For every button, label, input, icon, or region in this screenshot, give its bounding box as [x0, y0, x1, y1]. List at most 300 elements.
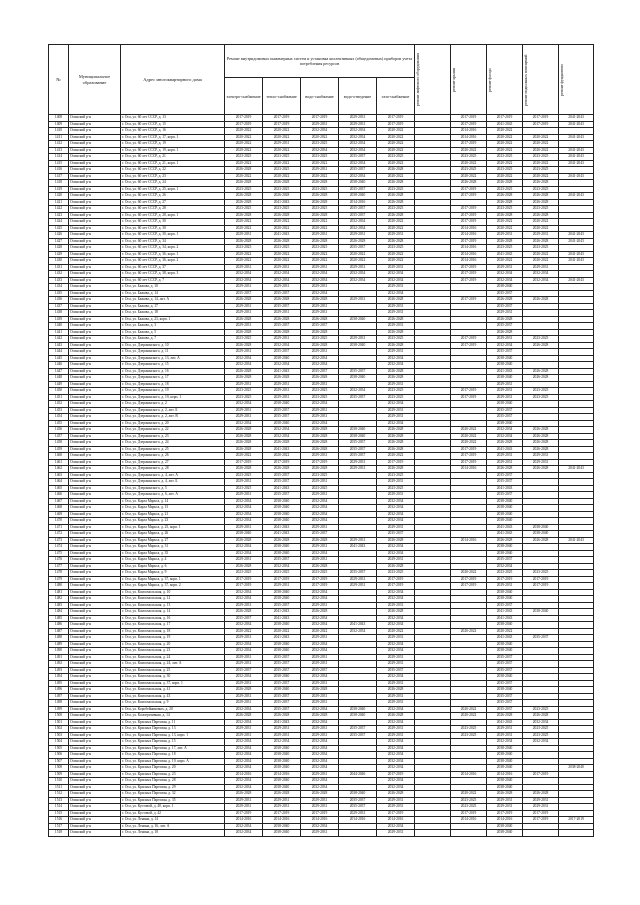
table-cell: Осинский р-н [69, 570, 121, 577]
table-cell: Осинский р-н [69, 557, 121, 564]
table-cell: 2023-2025 [225, 245, 263, 252]
table-cell: Осинский р-н [69, 674, 121, 681]
table-cell: 2017-2019 [263, 459, 301, 466]
table-cell: Осинский р-н [69, 680, 121, 687]
table-cell: 2032-2034 [225, 745, 263, 752]
table-cell: 2017-2019 [451, 810, 487, 817]
table-cell: 2017-2019 [225, 459, 263, 466]
table-cell: 2020-2022 [487, 141, 523, 148]
col-water-header: водо-снабжение [301, 78, 339, 115]
table-cell: г. Оса, ул. Карла Маркса, д. 9 [121, 570, 225, 577]
table-cell: 2017-2019 [263, 810, 301, 817]
table-cell: 2023-2025 [225, 336, 263, 343]
table-cell: 2026-2028 [487, 193, 523, 200]
table-cell: 2032-2034 [301, 511, 339, 518]
table-cell: 2029-2031 [377, 726, 415, 733]
table-row [49, 589, 594, 596]
table-cell: 2026-2028 [523, 440, 559, 447]
table-cell: 2029-2031 [487, 310, 523, 317]
table-cell: 2032-2034 [301, 277, 339, 284]
table-cell: г. Оса, ул. Бажова, д. 5 [121, 329, 225, 336]
table-cell: 2032-2034 [301, 739, 339, 746]
table-cell: Осинский р-н [69, 771, 121, 778]
table-cell: 2029-2031 [487, 453, 523, 460]
table-cell: г. Оса, ул. Дзержинского, д. 25 [121, 446, 225, 453]
table-cell: 2023-2025 [377, 570, 415, 577]
table-cell: 2023-2025 [523, 336, 559, 343]
table-cell: 2029-2031 [377, 323, 415, 330]
table-row [49, 492, 594, 499]
table-cell: 2020-2022 [451, 713, 487, 720]
table-row [49, 427, 594, 434]
table-cell: 2041-2043 [263, 531, 301, 538]
table-cell: 2029-2031 [377, 349, 415, 356]
table-cell: Осинский р-н [69, 667, 121, 674]
table-cell: 1462 [49, 466, 69, 473]
table-cell: 2029-2031 [339, 264, 377, 271]
table-cell: Осинский р-н [69, 277, 121, 284]
table-cell: 2041-2043 [263, 609, 301, 616]
table-cell: 2038-2040 [263, 355, 301, 362]
table-cell: 2026-2028 [263, 375, 301, 382]
table-cell: 2026-2028 [301, 180, 339, 187]
table-cell: г. Оса, ул. Дзержинского, д. 16 [121, 368, 225, 375]
table-cell: 2020-2022 [263, 453, 301, 460]
table-cell: 1504 [49, 739, 69, 746]
table-cell: 2023-2025 [451, 732, 487, 739]
table-cell: 1408 [49, 115, 69, 122]
table-cell: 2029-2031 [301, 524, 339, 531]
table-cell: 2017-2019 [451, 186, 487, 193]
table-cell: г. Оса, ул. Бажова, д. 10 [121, 284, 225, 291]
table-cell: 2026-2028 [377, 199, 415, 206]
table-cell: Осинский р-н [69, 713, 121, 720]
table-cell: 1456 [49, 427, 69, 434]
table-cell: 2032-2034 [301, 752, 339, 759]
table-cell: 1414 [49, 154, 69, 161]
table-cell: 2026-2028 [377, 316, 415, 323]
table-cell: 2020-2022 [263, 173, 301, 180]
table-cell: 2041-2043 [559, 232, 594, 239]
table-cell: 2017-2019 [523, 115, 559, 122]
table-cell: 2041-2043 [487, 615, 523, 622]
table-cell: г. Оса, ул. Красных Партизан, д. 23 [121, 771, 225, 778]
table-cell: Осинский р-н [69, 368, 121, 375]
table-cell: 2032-2034 [339, 173, 377, 180]
table-cell: 1513 [49, 797, 69, 804]
table-cell: 2041-2043 [559, 121, 594, 128]
table-cell: 2026-2028 [263, 180, 301, 187]
table-cell [415, 830, 451, 837]
table-cell: 2029-2031 [225, 700, 263, 707]
table-cell: 1508 [49, 765, 69, 772]
table-cell: 2029-2031 [225, 635, 263, 642]
table-cell: 2017-2019 [377, 771, 415, 778]
table-cell: 2026-2028 [523, 238, 559, 245]
table-cell: Осинский р-н [69, 238, 121, 245]
table-row [49, 654, 594, 661]
table-cell: 2023-2025 [301, 206, 339, 213]
table-cell: Осинский р-н [69, 427, 121, 434]
table-cell: 2038-2040 [263, 648, 301, 655]
table-cell: 2029-2031 [339, 537, 377, 544]
table-cell: 2026-2028 [301, 433, 339, 440]
table-cell: Осинский р-н [69, 297, 121, 304]
table-cell: 2038-2040 [339, 706, 377, 713]
table-cell: Осинский р-н [69, 147, 121, 154]
table-row [49, 719, 594, 726]
table-cell: 2032-2034 [339, 271, 377, 278]
table-cell: Осинский р-н [69, 745, 121, 752]
table-cell: 2020-2022 [225, 160, 263, 167]
table-cell: 2032-2034 [377, 706, 415, 713]
table-cell: Осинский р-н [69, 264, 121, 271]
table-cell: 2029-2031 [487, 232, 523, 239]
table-cell: 2029-2031 [377, 557, 415, 564]
table-row [49, 817, 594, 824]
table-cell: 2020-2022 [487, 134, 523, 141]
table-cell: 2032-2034 [523, 719, 559, 726]
table-cell: г. Оса, ул. Дзержинского, д. 26 [121, 453, 225, 460]
table-cell: 2026-2028 [487, 329, 523, 336]
table-cell: 1482 [49, 596, 69, 603]
table-cell: г. Оса, ул. 60 лет СССР, д. 15 [121, 121, 225, 128]
table-cell: 2026-2028 [523, 427, 559, 434]
table-cell: 1439 [49, 316, 69, 323]
table-cell: г. Оса, ул. 60 лет СССР, д. 27 [121, 199, 225, 206]
table-cell: 2032-2034 [301, 271, 339, 278]
table-cell: г. Оса, ул. Карла Маркса, д. 4 [121, 557, 225, 564]
table-row [49, 115, 594, 122]
table-cell: 2023-2025 [225, 472, 263, 479]
table-cell: 2032-2034 [377, 752, 415, 759]
table-cell: 2032-2034 [301, 648, 339, 655]
table-cell: 2026-2028 [225, 713, 263, 720]
table-cell: 2035-2037 [339, 446, 377, 453]
table-cell: 2023-2025 [523, 726, 559, 733]
table-cell: 1473 [49, 537, 69, 544]
table-cell: 2017-2019 [451, 394, 487, 401]
table-cell: 2029-2031 [263, 583, 301, 590]
table-cell: 2041-2043 [263, 615, 301, 622]
table-cell: 2020-2022 [225, 225, 263, 232]
table-cell: 2020-2022 [225, 128, 263, 135]
table-cell: 2032-2034 [263, 271, 301, 278]
table-cell: Осинский р-н [69, 284, 121, 291]
table-cell: 2032-2034 [339, 388, 377, 395]
col-heat-header: тепло-снабжение [263, 78, 301, 115]
table-cell: 2041-2043 [263, 524, 301, 531]
table-cell: 2017-2019 [451, 277, 487, 284]
table-row [49, 596, 594, 603]
table-cell: 2032-2034 [339, 134, 377, 141]
table-cell: 2041-2043 [559, 466, 594, 473]
table-cell: 2038-2040 [263, 622, 301, 629]
table-cell: 2032-2034 [339, 160, 377, 167]
table-cell: 1427 [49, 238, 69, 245]
table-cell: 2032-2034 [225, 758, 263, 765]
table-cell: 2017-2019 [301, 459, 339, 466]
table-cell: 2026-2028 [225, 199, 263, 206]
col-municipality-header: Муниципальное образование [69, 45, 121, 115]
table-cell: г. Оса, ул. Дзержинского, д. 4, лит. Б [121, 479, 225, 486]
table-cell: г. Оса, ул. Карла Маркса, д. 23 [121, 518, 225, 525]
table-cell: 2029-2031 [301, 284, 339, 291]
table-cell: 2026-2028 [377, 713, 415, 720]
table-cell: г. Оса, ул. Комсомольская, д. 25 [121, 667, 225, 674]
table-cell: 1429 [49, 251, 69, 258]
table-cell: 1516 [49, 817, 69, 824]
table-cell: 2026-2028 [225, 329, 263, 336]
table-cell: Осинский р-н [69, 472, 121, 479]
table-cell: 1423 [49, 212, 69, 219]
table-row [49, 362, 594, 369]
table-cell: 2032-2034 [301, 641, 339, 648]
table-cell: Осинский р-н [69, 459, 121, 466]
table-cell: 2032-2034 [225, 648, 263, 655]
table-cell: 1454 [49, 414, 69, 421]
table-cell: 2020-2022 [301, 219, 339, 226]
table-cell: 2020-2022 [225, 251, 263, 258]
table-cell: 2041-2043 [559, 115, 594, 122]
table-cell: 2020-2022 [487, 628, 523, 635]
table-cell: Осинский р-н [69, 355, 121, 362]
table-cell: 2023-2025 [487, 245, 523, 252]
table-cell: г. Оса, ул. Красных Партизан, д. 13 [121, 726, 225, 733]
table-cell: 2038-2040 [487, 401, 523, 408]
table-row [49, 557, 594, 564]
table-cell: 2023-2025 [263, 245, 301, 252]
table-cell: г. Оса, ул. Бажова, д. 14 [121, 290, 225, 297]
table-cell: г. Оса, ул. Дзержинского, д. 10 [121, 342, 225, 349]
table-cell: 2029-2031 [301, 407, 339, 414]
table-cell: Осинский р-н [69, 531, 121, 538]
table-cell: 2032-2034 [339, 225, 377, 232]
col-gas-header: газо-снабжение [377, 78, 415, 115]
table-cell: 2035-2037 [487, 407, 523, 414]
table-cell: 2032-2034 [377, 401, 415, 408]
table-cell: 2035-2037 [263, 700, 301, 707]
table-cell: 2029-2031 [523, 232, 559, 239]
table-row [49, 784, 594, 791]
table-cell: 2032-2034 [225, 277, 263, 284]
table-cell: 2023-2025 [451, 154, 487, 161]
table-cell: Осинский р-н [69, 388, 121, 395]
col-sewer-header: водо-отведение [339, 78, 377, 115]
table-cell: 2029-2031 [339, 466, 377, 473]
table-cell: Осинский р-н [69, 401, 121, 408]
table-cell: 2020-2022 [451, 427, 487, 434]
table-cell: 2029-2031 [263, 732, 301, 739]
table-cell: 2035-2037 [301, 531, 339, 538]
table-cell: 2032-2034 [377, 498, 415, 505]
table-cell [451, 830, 487, 837]
table-cell: г. Оса, ул. Красных Партизан, д. 20 [121, 765, 225, 772]
table-cell: г. Оса, ул. Комсомольская, д. 37, корп. 1 [121, 680, 225, 687]
table-cell: 2029-2031 [377, 602, 415, 609]
col-num-header: № [49, 45, 69, 115]
table-cell: 2032-2034 [301, 622, 339, 629]
table-cell: 2020-2022 [451, 160, 487, 167]
table-cell: 2020-2022 [301, 258, 339, 265]
table-cell: Осинский р-н [69, 342, 121, 349]
table-cell: 2038-2040 [225, 531, 263, 538]
table-cell: 2026-2028 [225, 609, 263, 616]
table-cell: г. Оса, ул. Красных Партизан, д. 19, корп. А [121, 758, 225, 765]
table-cell: 2029-2031 [225, 407, 263, 414]
table-cell: 2026-2028 [339, 238, 377, 245]
table-cell: 2020-2022 [377, 141, 415, 148]
table-cell: г. Оса, ул. 60 лет СССР, д. 13 [121, 115, 225, 122]
table-cell: 2035-2037 [487, 661, 523, 668]
table-cell: 2017-2019 [301, 583, 339, 590]
table-cell: 2038-2040 [263, 511, 301, 518]
table-cell: Осинский р-н [69, 778, 121, 785]
table-cell: 2026-2028 [377, 433, 415, 440]
table-cell: 2035-2037 [339, 167, 377, 174]
table-row [49, 472, 594, 479]
table-cell: 2038-2040 [487, 518, 523, 525]
table-cell: 2020-2022 [523, 225, 559, 232]
table-cell: 1496 [49, 687, 69, 694]
table-cell: Осинский р-н [69, 453, 121, 460]
table-cell: 2023-2025 [377, 206, 415, 213]
table-cell: г. Оса, ул. Комсомольская, д. 24, лит. А [121, 661, 225, 668]
table-row [49, 440, 594, 447]
table-cell: 2029-2031 [487, 394, 523, 401]
table-cell: 2041-2043 [559, 251, 594, 258]
table-cell: 2026-2028 [377, 791, 415, 798]
table-cell: 2026-2028 [377, 238, 415, 245]
table-row [49, 583, 594, 590]
table-cell: 2032-2034 [301, 674, 339, 681]
table-cell: 2032-2034 [301, 420, 339, 427]
table-row [49, 791, 594, 798]
table-cell: 2017-2019 [559, 817, 594, 824]
table-cell: 1455 [49, 420, 69, 427]
table-cell: 2029-2031 [301, 349, 339, 356]
table-row [49, 680, 594, 687]
table-cell: г. Оса, ул. 60 лет СССР, д. 26 [121, 193, 225, 200]
table-cell: 2038-2040 [263, 498, 301, 505]
table-cell: г. Оса, ул. Дзержинского, д. 18 [121, 381, 225, 388]
table-cell: 2017-2019 [377, 583, 415, 590]
table-row [49, 349, 594, 356]
table-cell: 2026-2028 [377, 329, 415, 336]
table-cell: г. Оса, ул. Карла Маркса, д. 25, корп. 1 [121, 524, 225, 531]
table-cell: 2029-2031 [377, 479, 415, 486]
table-cell: 2020-2022 [523, 219, 559, 226]
table-cell: 2026-2028 [301, 375, 339, 382]
table-cell: 2017-2019 [263, 121, 301, 128]
table-cell: г. Оса, ул. 60 лет СССР, д. 24 [121, 180, 225, 187]
table-cell: Осинский р-н [69, 258, 121, 265]
table-cell: 1506 [49, 752, 69, 759]
table-cell: Осинский р-н [69, 752, 121, 759]
table-cell: 2026-2028 [301, 537, 339, 544]
table-cell: 1489 [49, 641, 69, 648]
table-cell: 1471 [49, 524, 69, 531]
table-cell: 1444 [49, 349, 69, 356]
table-cell: 1430 [49, 258, 69, 265]
table-cell: 2020-2022 [225, 173, 263, 180]
table-cell: 2041-2043 [559, 147, 594, 154]
table-cell: 2035-2037 [339, 804, 377, 811]
table-cell: Осинский р-н [69, 576, 121, 583]
table-row [49, 544, 594, 551]
table-cell: 1447 [49, 368, 69, 375]
table-cell: Осинский р-н [69, 641, 121, 648]
table-cell: 2026-2028 [225, 446, 263, 453]
table-row [49, 739, 594, 746]
table-cell: 2023-2025 [487, 167, 523, 174]
table-cell: 2017-2019 [487, 810, 523, 817]
table-cell: 2032-2034 [225, 596, 263, 603]
table-cell: Осинский р-н [69, 511, 121, 518]
table-row [49, 609, 594, 616]
table-cell: 2032-2034 [487, 277, 523, 284]
table-row [49, 466, 594, 473]
table-cell: 2023-2025 [377, 394, 415, 401]
table-cell: 2038-2040 [263, 784, 301, 791]
table-cell: 1501 [49, 719, 69, 726]
table-row [49, 752, 594, 759]
table-cell: 2017-2019 [523, 583, 559, 590]
table-cell: 2035-2037 [339, 726, 377, 733]
table-cell: Осинский р-н [69, 817, 121, 824]
table-cell: 2041-2043 [487, 609, 523, 616]
table-cell: 2038-2040 [487, 648, 523, 655]
table-cell: 2026-2028 [301, 466, 339, 473]
table-cell: 2035-2037 [339, 732, 377, 739]
table-cell: 1417 [49, 173, 69, 180]
engineering-systems-group-header: Ремонт внутридомовых инженерных систем и установка коллективных (общедомовых) приборов учета потребления ресурсов [225, 45, 415, 78]
table-cell: г. Оса, ул. Дзержинского, д. 24 [121, 440, 225, 447]
table-cell: 2032-2034 [377, 277, 415, 284]
table-cell: Осинский р-н [69, 466, 121, 473]
table-cell: 2023-2025 [301, 186, 339, 193]
table-cell: Осинский р-н [69, 739, 121, 746]
table-cell: 2026-2028 [301, 609, 339, 616]
table-cell: 2032-2034 [301, 355, 339, 362]
table-cell: 1452 [49, 401, 69, 408]
table-cell: 2017-2019 [451, 271, 487, 278]
table-cell: 2026-2028 [377, 609, 415, 616]
table-cell: Осинский р-н [69, 349, 121, 356]
table-cell: г. Оса, ул. Комсомольская, д. 14 [121, 609, 225, 616]
table-cell: 2029-2031 [225, 732, 263, 739]
table-cell: г. Оса, ул. Бажова, д. 18 [121, 310, 225, 317]
table-cell: 2029-2031 [339, 576, 377, 583]
table-cell: 2026-2028 [487, 316, 523, 323]
table-cell: 2035-2037 [263, 693, 301, 700]
table-cell: 2023-2025 [263, 167, 301, 174]
table-cell: 2029-2031 [301, 479, 339, 486]
table-cell: г. Оса, ул. 60 лет СССР, д. 38, корп. 3 [121, 271, 225, 278]
table-cell: 2038-2040 [263, 589, 301, 596]
table-cell: 2017-2019 [451, 583, 487, 590]
table-cell: 2020-2022 [225, 258, 263, 265]
table-cell: г. Оса, ул. Красных Партизан, д. 32 [121, 791, 225, 798]
table-cell: 2032-2034 [301, 128, 339, 135]
table-cell: 2020-2022 [487, 128, 523, 135]
table-cell: 2032-2034 [301, 589, 339, 596]
table-row [49, 186, 594, 193]
table-row [49, 206, 594, 213]
table-cell: 2020-2022 [523, 134, 559, 141]
table-cell: 2032-2034 [225, 830, 263, 837]
table-cell: 2035-2037 [339, 368, 377, 375]
